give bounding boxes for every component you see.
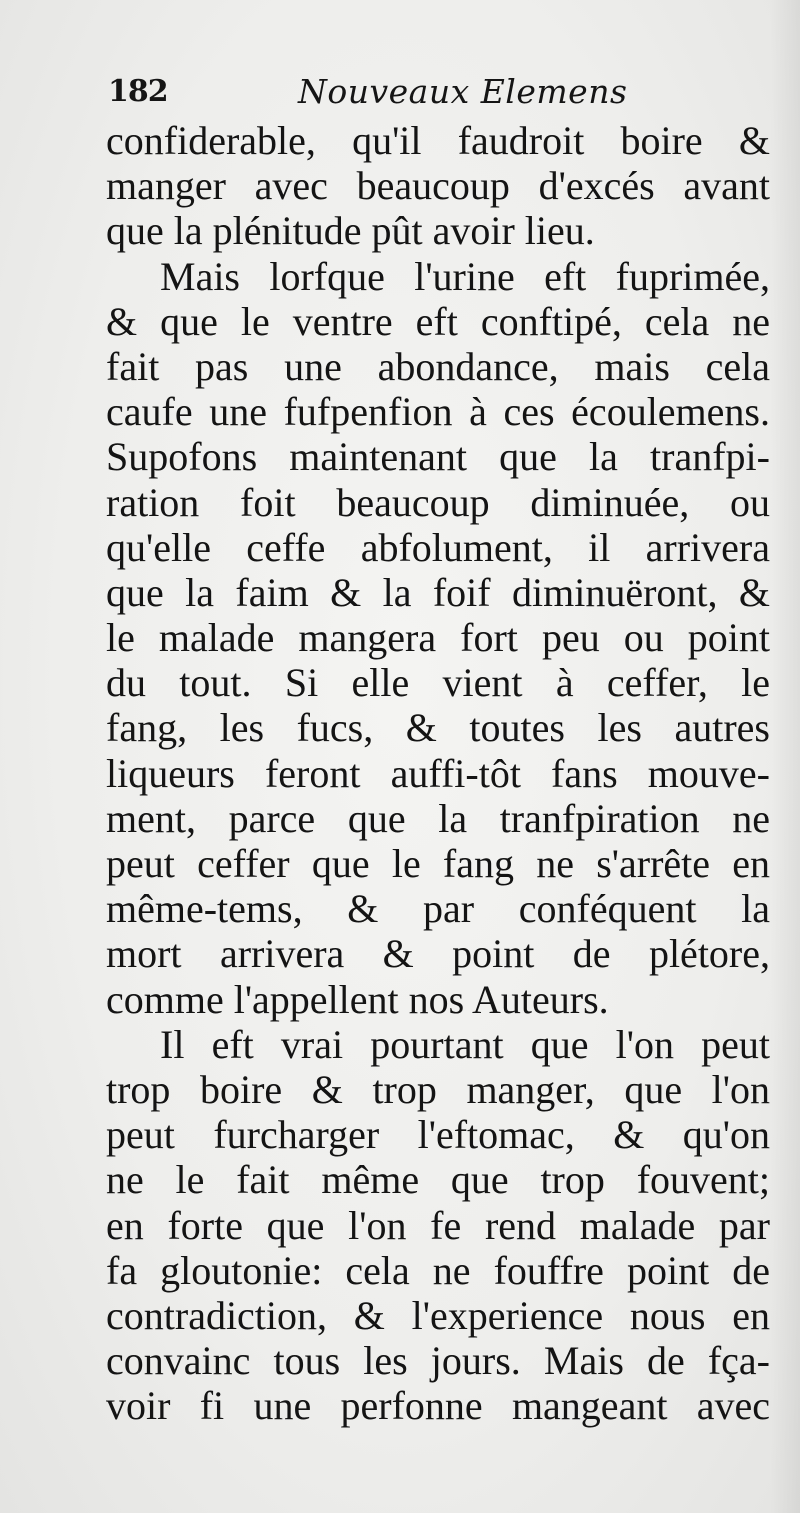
text-line: Il eft vrai pourtant que l'on peut — [160, 1021, 770, 1067]
text-line: fa gloutonie: cela ne fouffre point de — [106, 1247, 770, 1293]
text-line: peut furcharger l'eftomac, & qu'on — [106, 1112, 770, 1158]
text-line: ment, parce que la tranfpiration ne — [106, 795, 770, 841]
text-line: peut ceffer que le fang ne s'arrête en — [106, 841, 770, 886]
page-number: 182 — [108, 74, 168, 109]
text-line: contradiction, & l'experience nous en — [106, 1292, 770, 1338]
text-line: convainc tous les jours. Mais de fça- — [106, 1338, 770, 1384]
text-line: fang, les fucs, & toutes les autres — [106, 705, 770, 751]
text-line: du tout. Si elle vient à ceffer, le — [106, 660, 770, 706]
body-text — [106, 118, 770, 1428]
text-line: en forte que l'on fe rend malade par — [106, 1202, 770, 1248]
text-line: mort arrivera & point de plétore, — [106, 931, 770, 977]
text-line: caufe une fufpenfion à ces écoulemens. — [106, 389, 770, 435]
text-line: voir fi une perfonne mangeant avec — [106, 1383, 770, 1429]
text-line: même-tems, & par conféquent la — [106, 886, 770, 932]
text-line: le malade mangera fort peu ou point — [106, 615, 770, 661]
text-line: & que le ventre eft conftipé, cela ne — [106, 298, 770, 344]
text-line: liqueurs feront auffi-tôt fans mouve- — [106, 750, 770, 796]
page-edge-shadow — [770, 0, 800, 1513]
text-line: confiderable, qu'il faudroit boire & — [106, 118, 770, 163]
text-line: fait pas une abondance, mais cela — [106, 343, 770, 389]
text-line: qu'elle ceffe abfolument, il arrivera — [106, 524, 770, 570]
running-title: Nouveaux Elemens — [298, 72, 628, 111]
text-line: manger avec beaucoup d'excés avant — [106, 163, 770, 209]
text-line: Mais lorfque l'urine eft fuprimée, — [160, 253, 770, 299]
text-line: ration foit beaucoup diminuée, ou — [106, 479, 770, 525]
text-line: comme l'appellent nos Auteurs. — [106, 976, 609, 1022]
text-line: que la plénitude pût avoir lieu. — [106, 208, 595, 254]
text-line: trop boire & trop manger, que l'on — [106, 1066, 770, 1112]
text-line: que la faim & la foif diminuëront, & — [106, 569, 770, 615]
page-header — [108, 68, 768, 118]
text-line: Supofons maintenant que la tranfpi- — [106, 434, 770, 480]
text-line: ne le fait même que trop fouvent; — [106, 1157, 770, 1203]
